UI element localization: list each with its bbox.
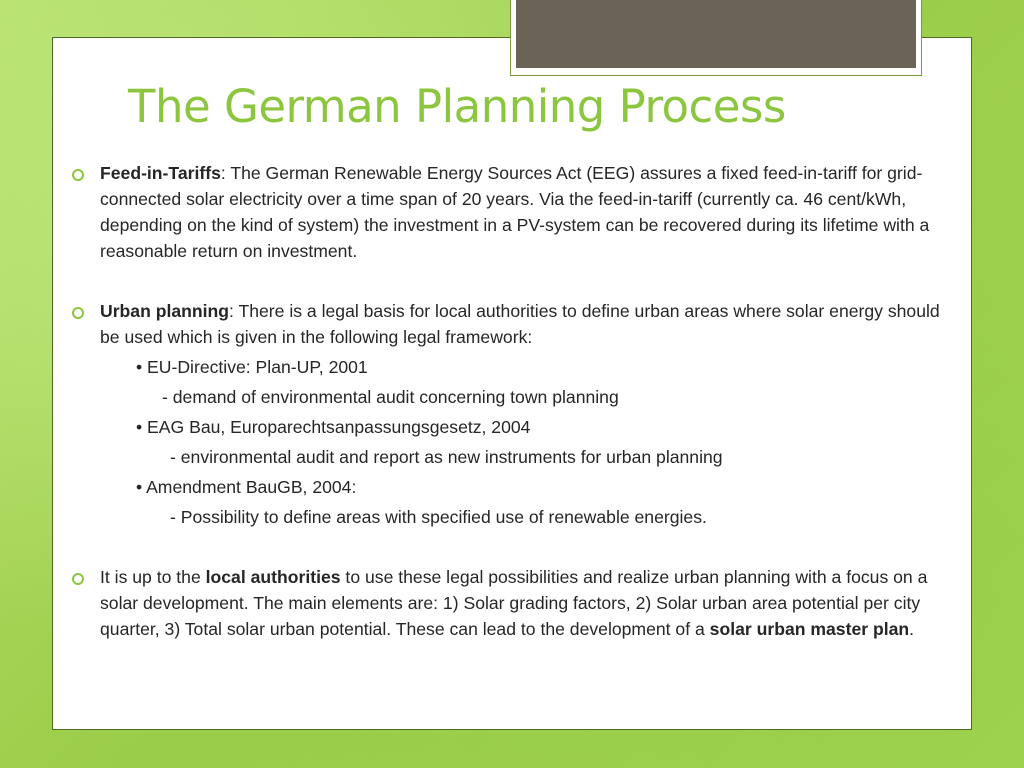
bullet-icon <box>72 573 84 585</box>
paragraph-local-authorities <box>72 564 952 642</box>
paragraph-text: : The German Renewable Energy Sources Act (EEG) assures a fixed feed-in-tariff for grid-connected solar electricity over a time span of 20 years. Via the feed-in-tariff (currently ca. 46 cent/kWh, depending on the kind of system) the investment in a PV-system can be recovered during its lifetime with a reasonable return on investment. <box>100 163 930 261</box>
sub-detail-eag-bau: - environmental audit and report as new instruments for urban planning <box>170 447 723 467</box>
sub-item-eag-bau: • EAG Bau, Europarechtsanpassungsgesetz, 2004 <box>136 417 531 437</box>
bullet-icon <box>72 169 84 181</box>
term-local-authorities: local authorities <box>205 567 341 587</box>
sub-item-eu-directive: • EU-Directive: Plan-UP, 2001 <box>136 357 368 377</box>
term-solar-urban-master-plan: solar urban master plan <box>709 619 910 639</box>
sub-detail-eu-directive: - demand of environmental audit concerning town planning <box>162 387 619 407</box>
slide-content <box>72 160 952 642</box>
paragraph-text: It is up to the <box>100 567 206 587</box>
paragraph-text: to use these legal possibilities and realize urban planning with a focus on a solar development. The main elements are: 1) Solar grading factors, 2) Solar urban area potential per city quarter, 3) Total solar urban potential. These can lead to the development of a <box>100 567 928 639</box>
paragraph-urban-planning <box>72 298 952 350</box>
sub-detail-baugb: - Possibility to define areas with specified use of renewable energies. <box>170 507 707 527</box>
term-urban-planning: Urban planning <box>100 301 230 321</box>
paragraph-feed-in-tariffs <box>72 160 952 264</box>
slide-title: The German Planning Process <box>128 80 786 133</box>
sub-item-baugb: • Amendment BauGB, 2004: <box>136 477 357 497</box>
paragraph-text: . <box>909 619 915 639</box>
term-feed-in-tariffs: Feed-in-Tariffs <box>100 163 221 183</box>
bullet-icon <box>72 307 84 319</box>
paragraph-text: : There is a legal basis for local authorities to define urban areas where solar energy should be used which is given in the following legal framework: <box>100 301 940 347</box>
accent-box <box>516 0 916 68</box>
